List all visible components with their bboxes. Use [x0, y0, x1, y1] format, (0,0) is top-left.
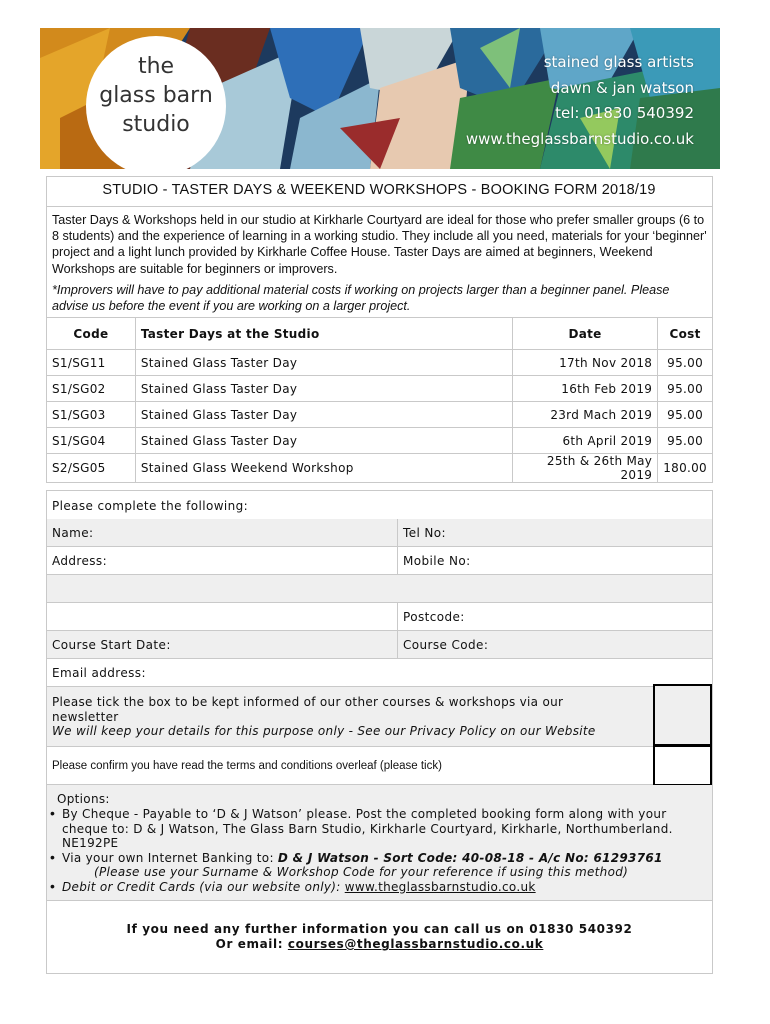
mobile-label: Mobile No:: [403, 554, 471, 568]
name-label: Name:: [52, 526, 94, 540]
email-link[interactable]: courses@theglassbarnstudio.co.uk: [287, 937, 544, 951]
terms-checkbox[interactable]: [653, 745, 712, 786]
course-date: 16th Feb 2019: [512, 376, 657, 402]
terms-text: Please confirm you have read the terms and conditions overleaf (please tick): [52, 760, 442, 772]
course-code-label: Course Code:: [403, 638, 489, 652]
tel-label: Tel No:: [403, 526, 446, 540]
website-link[interactable]: www.theglassbarnstudio.co.uk: [344, 880, 536, 894]
course-date: 17th Nov 2018: [512, 350, 657, 376]
studio-logo: [86, 52, 226, 139]
details-heading: Please complete the following:: [52, 499, 249, 513]
terms-row: [46, 747, 713, 785]
course-code: S1/SG11: [47, 350, 136, 376]
table-row: [47, 402, 713, 428]
course-cost: 95.00: [658, 402, 713, 428]
option-cheque: By Cheque - Payable to ‘D & J Watson’ please. Post the completed booking form along with your cheque to: D & J Watson, The Glass Barn Studio, Kirkharle Courtyard, Kirkharle, Northumberland. NE192PE: [62, 807, 673, 851]
option-cards: [62, 880, 536, 895]
email-row[interactable]: [46, 659, 713, 687]
details-heading-row: [46, 490, 713, 520]
newsletter-checkbox[interactable]: [653, 684, 712, 746]
contact-line: dawn & jan watson: [550, 78, 694, 97]
course-name: Stained Glass Taster Day: [135, 402, 512, 428]
privacy-text: We will keep your details for this purpose only - See our Privacy Policy on our Website: [52, 724, 596, 738]
form-title: STUDIO - TASTER DAYS & WEEKEND WORKSHOPS - BOOKING FORM 2018/19: [102, 182, 656, 198]
table-row: [47, 428, 713, 454]
course-cost: 95.00: [658, 428, 713, 454]
course-cost: 95.00: [658, 376, 713, 402]
course-code: S1/SG04: [47, 428, 136, 454]
table-row: [47, 350, 713, 376]
banking-note: (Please use your Surname & Workshop Code for your reference if using this method): [94, 865, 629, 879]
email-label: Email address:: [52, 666, 146, 680]
course-name: Stained Glass Weekend Workshop: [135, 454, 512, 483]
options-heading: Options:: [57, 792, 110, 806]
footer-phone-line: If you need any further information you can call us on 01830 540392: [126, 922, 633, 936]
bullet-icon: •: [50, 805, 55, 821]
course-name: Stained Glass Taster Day: [135, 350, 512, 376]
table-row: [47, 454, 713, 483]
contact-line: stained glass artists: [543, 53, 694, 71]
col-header-date: Date: [512, 318, 657, 350]
newsletter-row: [46, 687, 713, 747]
header-banner: [40, 28, 720, 169]
col-header-course: Taster Days at the Studio: [135, 318, 512, 350]
course-code: S2/SG05: [47, 454, 136, 483]
col-header-cost: Cost: [658, 318, 713, 350]
option-banking: [62, 851, 710, 866]
course-code: S1/SG03: [47, 402, 136, 428]
course-cost: 95.00: [658, 350, 713, 376]
course-start-label: Course Start Date:: [52, 638, 171, 652]
course-code: S1/SG02: [47, 376, 136, 402]
logo-line: glass barn: [99, 83, 213, 108]
bullet-icon: •: [50, 878, 55, 894]
newsletter-text: Please tick the box to be kept informed of our other courses & workshops via our newsletter: [52, 695, 564, 724]
course-date: 6th April 2019: [512, 428, 657, 454]
col-header-code: Code: [47, 318, 136, 350]
contact-phone: tel: 01830 540392: [555, 104, 694, 122]
contact-info: [466, 50, 694, 152]
course-name: Stained Glass Taster Day: [135, 376, 512, 402]
postcode-row[interactable]: [46, 603, 713, 631]
address-label: Address:: [52, 554, 108, 568]
logo-line: the: [137, 54, 175, 79]
bullet-icon: •: [50, 849, 55, 865]
logo-line: studio: [122, 112, 190, 137]
address-row[interactable]: [46, 547, 713, 575]
courses-table: [46, 317, 713, 483]
banking-prefix: Via your own Internet Banking to:: [62, 851, 278, 865]
postcode-label: Postcode:: [403, 610, 465, 624]
name-row: [46, 519, 713, 547]
address-line-2[interactable]: [46, 575, 713, 603]
course-cost: 180.00: [658, 454, 713, 483]
table-header-row: [47, 318, 713, 350]
footer-email-prefix: Or email:: [215, 937, 288, 951]
footer-text: [46, 922, 713, 952]
footer-email-line: [46, 937, 713, 952]
cards-prefix: Debit or Credit Cards (via our website only):: [62, 880, 345, 894]
table-row: [47, 376, 713, 402]
course-date: 25th & 26th May 2019: [512, 454, 657, 483]
course-row[interactable]: [46, 631, 713, 659]
contact-website[interactable]: www.theglassbarnstudio.co.uk: [465, 129, 694, 148]
improvers-note: *Improvers will have to pay additional material costs if working on projects larger than a beginner panel. Please advise us before the event if you are working on a larger project.: [52, 283, 670, 314]
bank-details: D & J Watson - Sort Code: 40-08-18 - A/c No: 61293761: [277, 851, 663, 865]
intro-text: Taster Days & Workshops held in our studio at Kirkharle Courtyard are ideal for those who prefer smaller groups (6 to 8 students) and the experience of learning in a working studio. They include all you need, materials for your ‘beginner' project and a light lunch provided by Kirkharle Coffee House. Taster Days are aimed at beginners, Weekend Workshops are suitable for beginners or improvers.: [52, 213, 707, 276]
course-name: Stained Glass Taster Day: [135, 428, 512, 454]
course-date: 23rd Mach 2019: [512, 402, 657, 428]
